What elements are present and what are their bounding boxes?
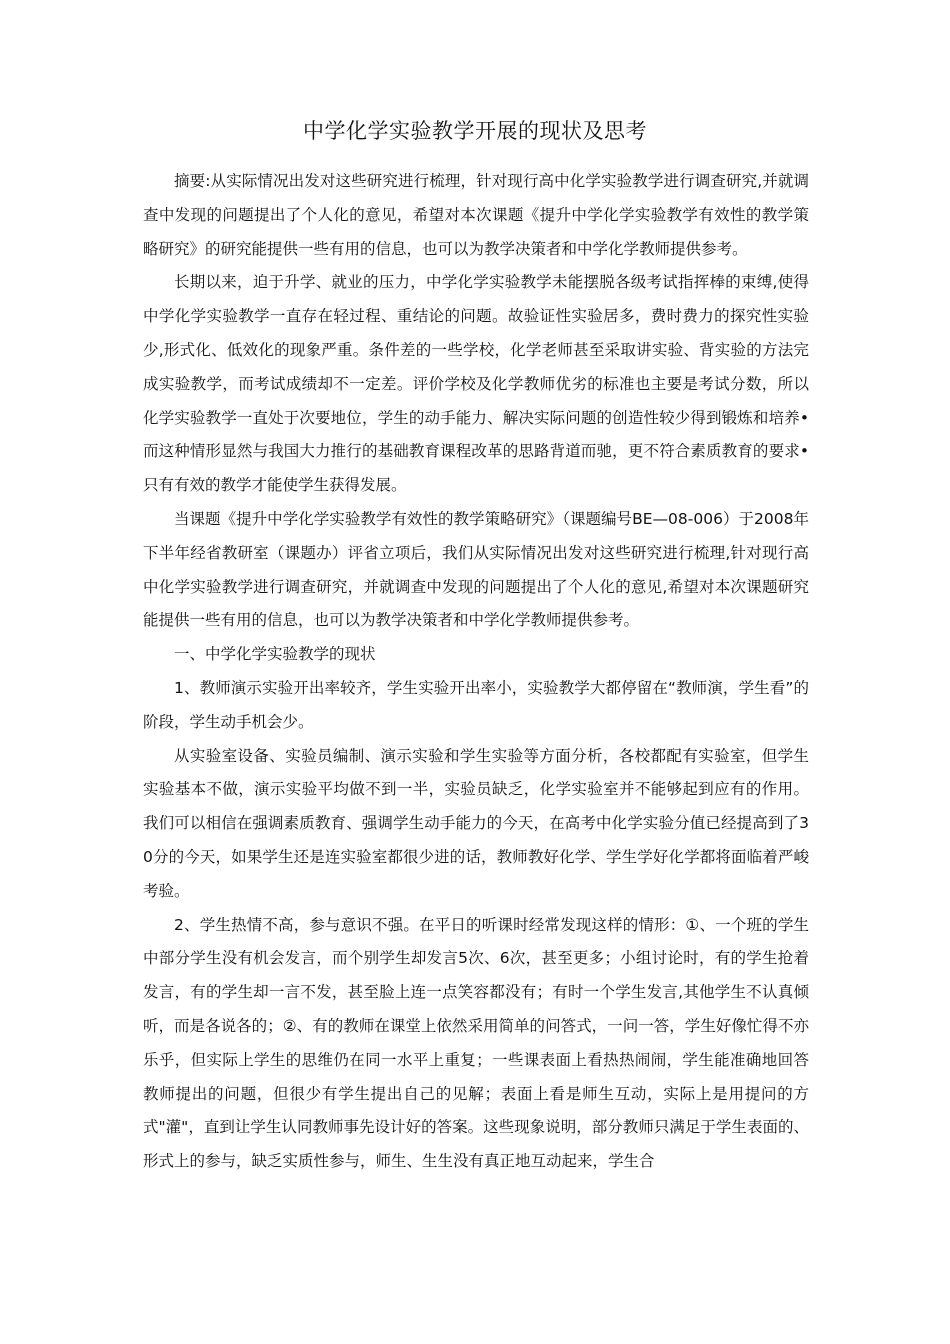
document-title: 中学化学实验教学开展的现状及思考 (303, 119, 647, 143)
document-body (143, 165, 809, 1179)
body-paragraph: 从实验室设备、实验员编制、演示实验和学生实验等方面分析，各校都配有实验室，但学生实验基本不做，演示实验平均做不到一半，实验员缺乏，化学实验室并不能够起到应有的作用。我们可以相信在强调素质教育、强调学生动手能力的今天，在高考中化学实验分值已经提高到了30分的今天，如果学生还是连实验室都很少进的话，教师教好化学、学生学好化学都将面临着严峻考验。 (143, 746, 809, 900)
numbered-paragraph: 1、教师演示实验开出率较齐，学生实验开出率小，实验教学大都停留在“教师演，学生看”的阶段，学生动手机会少。 (143, 678, 809, 731)
body-paragraph: 长期以来，迫于升学、就业的压力，中学化学实验教学未能摆脱各级考试指挥棒的束缚,使得中学化学实验教学一直存在轻过程、重结论的问题。故验证性实验居多，费时费力的探究性实验少,形式化、低效化的现象严重。条件差的一些学校，化学老师甚至采取讲实验、背实验的方法完成实验教学，而考试成绩却不一定差。评价学校及化学教师优劣的标准也主要是考试分数，所以化学实验教学一直处于次要地位，学生的动手能力、解决实际问题的创造性较少得到锻炼和培养•而这种情形显然与我国大力推行的基础教育课程改革的思路背道而驰，更不符合素质教育的要求•只有有效的教学才能使学生获得发展。 (143, 273, 809, 495)
section-heading: 一、中学化学实验教学的现状 (174, 645, 376, 664)
abstract-paragraph: 摘要:从实际情况出发对这些研究进行梳理，针对现行高中化学实验教学进行调查研究,并就调查中发现的问题提出了个人化的意见，希望对本次课题《提升中学化学实验教学有效性的教学策略研究》的研究能提供一些有用的信息，也可以为教学决策者和中学化学教师提供参考。 (143, 172, 809, 258)
numbered-paragraph: 2、学生热情不高，参与意识不强。在平日的听课时经常发现这样的情形：①、一个班的学生中部分学生没有机会发言，而个别学生却发言5次、6次，甚至更多；小组讨论时，有的学生抢着发言，有的学生却一言不发，甚至脸上连一点笑容都没有；有时一个学生发言,其他学生不认真倾听，而是各说各的；②、有的教师在课堂上依然采用简单的问答式，一问一答，学生好像忙得不亦乐乎，但实际上学生的思维仍在同一水平上重复；一些课表面上看热热闹闹，学生能准确地回答教师提出的问题，但很少有学生提出自己的见解；表面上看是师生互动，实际上是用提问的方式"灌"，直到让学生认同教师事先设计好的答案。这些现象说明，部分教师只满足于学生表面的、形式上的参与，缺乏实质性参与，师生、生生没有真正地互动起来，学生合 (143, 915, 809, 1171)
body-paragraph: 当课题《提升中学化学实验教学有效性的教学策略研究》（课题编号BE—08-006）于2008年下半年经省教研室（课题办）评省立项后，我们从实际情况出发对这些研究进行梳理,针对现行高中化学实验教学进行调查研究，并就调查中发现的问题提出了个人化的意见,希望对本次课题研究能提供一些有用的信息，也可以为教学决策者和中学化学教师提供参考。 (143, 509, 809, 630)
